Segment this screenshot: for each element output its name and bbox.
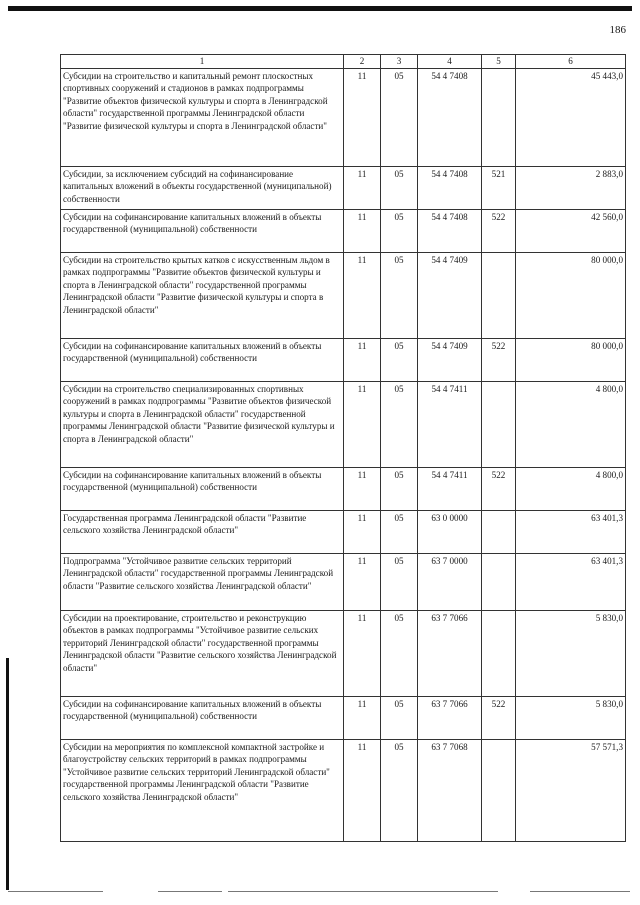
cell-expense-type: 521 — [482, 166, 516, 209]
table-row — [61, 166, 626, 209]
table-row — [61, 252, 626, 338]
table-row — [61, 338, 626, 381]
cell-expense-type — [482, 510, 516, 553]
cell-subsection: 05 — [381, 696, 418, 739]
table-row — [61, 696, 626, 739]
table-row — [61, 739, 626, 841]
cell-subsection: 05 — [381, 510, 418, 553]
cell-section: 11 — [344, 553, 381, 610]
row-description: Субсидии на строительство специализированных спортивных сооружений в рамках подпрограммы "Развитие объектов физической культуры и спорта в Ленинградской области" государственной программы Ленинградской области "Развитие физической культуры и спорта в Ленинградской области" — [61, 381, 344, 467]
table-row — [61, 68, 626, 166]
row-description: Субсидии на проектирование, строительство и реконструкцию объектов в рамках подпрограммы "Устойчивое развитие сельских территорий Ленинградской области" государственной программы Ленинградской области "Развитие сельского хозяйства Ленинградской области" — [61, 610, 344, 696]
row-description: Субсидии на строительство крытых катков с искусственным льдом в рамках подпрограммы "Развитие объектов физической культуры и спорта в Ленинградской области" государственной программы Ленинградской области "Развитие физической культуры и спорта в Ленинградской области" — [61, 252, 344, 338]
cell-expense-type — [482, 553, 516, 610]
cell-expense-type — [482, 252, 516, 338]
column-header: 4 — [418, 55, 482, 69]
cell-subsection: 05 — [381, 553, 418, 610]
cell-section: 11 — [344, 610, 381, 696]
table-row — [61, 510, 626, 553]
cell-amount: 4 800,0 — [516, 467, 626, 510]
cell-section: 11 — [344, 252, 381, 338]
table-header-row — [61, 55, 626, 69]
row-description: Субсидии на софинансирование капитальных вложений в объекты государственной (муниципальной) собственности — [61, 467, 344, 510]
cell-amount: 80 000,0 — [516, 338, 626, 381]
cell-section: 11 — [344, 510, 381, 553]
cell-amount: 57 571,3 — [516, 739, 626, 841]
bottom-scan-line — [158, 891, 222, 892]
cell-amount: 5 830,0 — [516, 610, 626, 696]
row-description: Субсидии на мероприятия по комплексной компактной застройке и благоустройству сельских территорий в рамках подпрограммы "Устойчивое развитие сельских территорий Ленинградской области" государственной программы Ленинградской области "Развитие сельского хозяйства Ленинградской области" — [61, 739, 344, 841]
cell-section: 11 — [344, 68, 381, 166]
row-description: Субсидии, за исключением субсидий на софинансирование капитальных вложений в объекты государственной (муниципальной) собственности — [61, 166, 344, 209]
cell-subsection: 05 — [381, 338, 418, 381]
table-row — [61, 209, 626, 252]
cell-amount: 45 443,0 — [516, 68, 626, 166]
row-description: Субсидии на софинансирование капитальных вложений в объекты государственной (муниципальной) собственности — [61, 696, 344, 739]
cell-subsection: 05 — [381, 610, 418, 696]
cell-amount: 2 883,0 — [516, 166, 626, 209]
cell-subsection: 05 — [381, 252, 418, 338]
row-description: Субсидии на строительство и капитальный ремонт плоскостных спортивных сооружений и стадионов в рамках подпрограммы "Развитие объектов физической культуры и спорта в Ленинградской области" государственной программы Ленинградской области "Развитие физической культуры и спорта в Ленинградской области" — [61, 68, 344, 166]
top-rule — [8, 6, 632, 11]
cell-expense-type — [482, 739, 516, 841]
budget-table — [60, 54, 626, 842]
cell-amount: 80 000,0 — [516, 252, 626, 338]
cell-target-code: 54 4 7411 — [418, 467, 482, 510]
cell-target-code: 54 4 7409 — [418, 252, 482, 338]
cell-target-code: 63 7 0000 — [418, 553, 482, 610]
cell-expense-type: 522 — [482, 467, 516, 510]
cell-target-code: 54 4 7411 — [418, 381, 482, 467]
column-header: 3 — [381, 55, 418, 69]
cell-expense-type — [482, 381, 516, 467]
column-header: 1 — [61, 55, 344, 69]
cell-target-code: 54 4 7408 — [418, 209, 482, 252]
table-row — [61, 467, 626, 510]
bottom-scan-line — [530, 891, 630, 892]
table-row — [61, 381, 626, 467]
cell-target-code: 63 7 7068 — [418, 739, 482, 841]
cell-expense-type: 522 — [482, 696, 516, 739]
scan-margin-mark — [6, 658, 9, 890]
column-header: 2 — [344, 55, 381, 69]
cell-target-code: 63 7 7066 — [418, 696, 482, 739]
page-number: 186 — [609, 24, 626, 36]
cell-section: 11 — [344, 467, 381, 510]
cell-amount: 63 401,3 — [516, 510, 626, 553]
cell-section: 11 — [344, 209, 381, 252]
bottom-scan-line — [8, 891, 103, 892]
row-description: Субсидии на софинансирование капитальных вложений в объекты государственной (муниципальной) собственности — [61, 338, 344, 381]
cell-section: 11 — [344, 166, 381, 209]
cell-target-code: 54 4 7408 — [418, 68, 482, 166]
cell-subsection: 05 — [381, 467, 418, 510]
table-row — [61, 610, 626, 696]
bottom-scan-line — [228, 891, 498, 892]
cell-target-code: 63 0 0000 — [418, 510, 482, 553]
cell-subsection: 05 — [381, 739, 418, 841]
cell-subsection: 05 — [381, 381, 418, 467]
cell-target-code: 63 7 7066 — [418, 610, 482, 696]
row-description: Государственная программа Ленинградской области "Развитие сельского хозяйства Ленинградской области" — [61, 510, 344, 553]
cell-section: 11 — [344, 381, 381, 467]
cell-amount: 5 830,0 — [516, 696, 626, 739]
column-header: 6 — [516, 55, 626, 69]
cell-expense-type — [482, 68, 516, 166]
cell-amount: 63 401,3 — [516, 553, 626, 610]
cell-amount: 42 560,0 — [516, 209, 626, 252]
cell-target-code: 54 4 7409 — [418, 338, 482, 381]
cell-subsection: 05 — [381, 166, 418, 209]
cell-subsection: 05 — [381, 209, 418, 252]
cell-subsection: 05 — [381, 68, 418, 166]
column-header: 5 — [482, 55, 516, 69]
cell-section: 11 — [344, 696, 381, 739]
cell-target-code: 54 4 7408 — [418, 166, 482, 209]
table-row — [61, 553, 626, 610]
row-description: Субсидии на софинансирование капитальных вложений в объекты государственной (муниципальной) собственности — [61, 209, 344, 252]
cell-expense-type: 522 — [482, 209, 516, 252]
cell-expense-type — [482, 610, 516, 696]
cell-section: 11 — [344, 739, 381, 841]
cell-section: 11 — [344, 338, 381, 381]
cell-amount: 4 800,0 — [516, 381, 626, 467]
cell-expense-type: 522 — [482, 338, 516, 381]
row-description: Подпрограмма "Устойчивое развитие сельских территорий Ленинградской области" государственной программы Ленинградской области "Развитие сельского хозяйства Ленинградской области" — [61, 553, 344, 610]
